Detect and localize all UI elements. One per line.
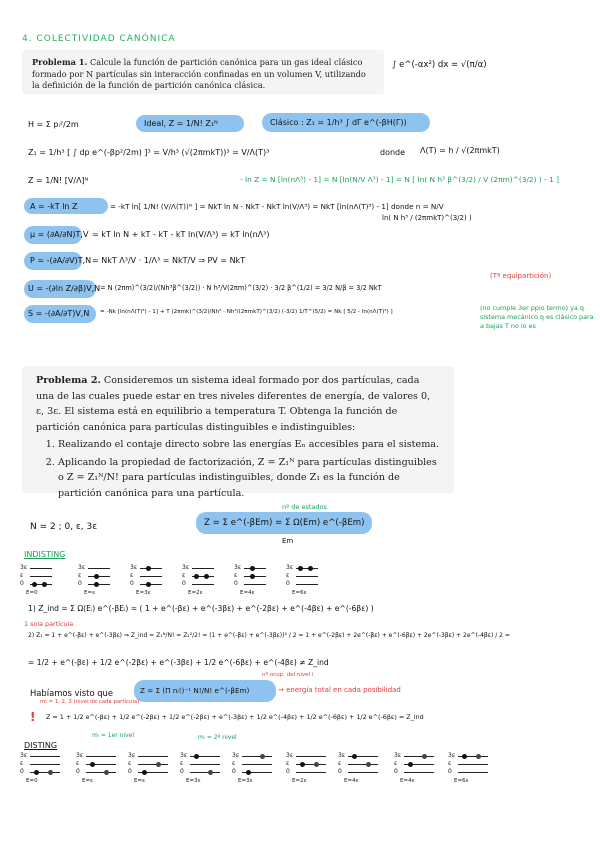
- level-caption: E=0: [26, 778, 38, 784]
- half-line: = 1/2 + e^(-βε) + 1/2 e^(-2βε) + e^(-3βε) + 1/2 e^(-6βε) + e^(-4βε) ≠ Z_ind: [28, 658, 329, 667]
- una-particula-note: 1 sola partícula: [24, 620, 74, 628]
- level-diagram: 3ε ε 0 E=6ε: [450, 754, 490, 788]
- level-caption: E=3ε: [186, 778, 201, 784]
- section-header: 4. COLECTIVIDAD CANÓNICA: [22, 34, 176, 44]
- clasico-pill: Clásico : Z₁ = 1/h³ ∫ dΓ e^(-βH(Γ)): [270, 118, 407, 127]
- problem-1-label: Problema 1.: [32, 57, 88, 67]
- level-caption: E=2ε: [188, 590, 203, 596]
- problem-1-box: [22, 50, 384, 94]
- problem-2-label: Problema 2.: [36, 375, 101, 386]
- level-diagram: 3ε ε 0 E=3ε: [132, 566, 162, 596]
- s-note: (no cumple 3er ppio termo) ya q sistema mecánico q es clásico para a bajas T no lo es: [480, 304, 594, 330]
- s-pill: S = -(∂A/∂T)V,N: [28, 309, 90, 318]
- dist-title: DISTING: [24, 741, 58, 750]
- problem-1-text: Calcule la función de partición canónica para un gas ideal clásico formado por N partículas sin interacción confinadas en un volumen V, utilizando la definición de la función de partición canónica clásica.: [32, 57, 366, 90]
- level-diagram: 3ε ε 0 E=4ε: [340, 754, 380, 788]
- level-diagram: 3ε ε 0 E=3ε: [182, 754, 222, 788]
- level-diagram: 3ε ε 0 E=0: [22, 566, 52, 596]
- level-diagram: 3ε ε 0 E=2ε: [184, 566, 214, 596]
- gaussian-integral: ∫ e^(-αx²) dx = √(π/α): [392, 60, 487, 70]
- u-pill: U = -(∂ln Z/∂β)V,N: [28, 284, 101, 293]
- z-pill-sub: Em: [282, 537, 294, 545]
- level-caption: E=ε: [84, 590, 96, 596]
- level-diagram: 3ε ε 0 E=ε: [80, 566, 110, 596]
- habiamos-label: Habíamos visto que: [30, 688, 114, 698]
- hab-sub-note: mi = 1, 2, 3 (nivel de cada partícula): [40, 699, 140, 705]
- n-line: N = 2 ; 0, ε, 3ε: [30, 522, 98, 532]
- problem-2-list: [36, 437, 440, 501]
- mi1-note: mᵢ = 1er nivel: [92, 732, 135, 739]
- level-caption: E=0: [26, 590, 38, 596]
- hab-arrow-note: → energía total en cada posibilidad: [278, 686, 401, 694]
- level-caption: E=6ε: [454, 778, 469, 784]
- a-line: = -kT ln[ 1/N! (V/Λ(T))ᴺ ] = NkT ln N - NkT - NkT ln(V/Λ³) = NkT [ln(nΛ(T)³) - 1] donde n = N/V: [110, 202, 444, 211]
- level-caption: E=4ε: [344, 778, 359, 784]
- a-extra: ln( N h³ / (2πmkT)^(3/2) ): [382, 214, 472, 222]
- problem-2-text: Consideremos un sistema ideal formado por dos partículas, cada una de las cuales puede estar en tres niveles diferentes de energía, de valores 0, ε, 3ε. El sistema está en equilibrio a temperatura T. Obtenga la función de partición canónica para partículas distinguibles e indistinguibles:: [36, 375, 431, 433]
- level-diagram: 3ε ε 0 E=2ε: [288, 754, 328, 788]
- hamiltonian: H = Σ pᵢ²/2m: [28, 120, 79, 129]
- p-pill: P = -(∂A/∂V)T,N: [30, 256, 92, 265]
- problem-2-box: [22, 366, 454, 499]
- z1-derivation: Z₁ = 1/h³ [ ∫ dp e^(-βp²/2m) ]³ = V/h³ (√(2πmkT))³ = V/Λ(T)³: [28, 148, 270, 157]
- level-caption: E=3ε: [238, 778, 253, 784]
- level-diagram: 3ε ε 0 E=3ε: [234, 754, 274, 788]
- level-caption: E=6ε: [292, 590, 307, 596]
- s-line: = -Nk [ln(nΛ(T)³) - 1] + T (2πmk)^(3/2)/Nh³ · Nh³/(2πmkT)^(3/2) (-3/2) 1/T^(5/2) = Nk [ 5/2 - ln(nΛ(T)³) ]: [100, 309, 393, 315]
- hab-pill: Z = Σ (Π nᵢ!)⁻¹ N!/N! e^(-βEm): [140, 686, 250, 695]
- ocup-note: nº ocup. del nivel i: [262, 672, 314, 678]
- exclamation-mark: !: [30, 710, 36, 724]
- level-caption: E=3ε: [136, 590, 151, 596]
- level-caption: E=4ε: [240, 590, 255, 596]
- u-line: = N (2πm)^(3/2)/(Nh³β^(3/2)) · N h³/V(2πm)^(3/2) · 3/2 β^(1/2) = 3/2 N/β = 3/2 NkT: [100, 284, 382, 292]
- mi2-note: mᵢ = 2º nivel: [198, 734, 237, 741]
- level-diagram: 3ε ε 0 E=0: [22, 754, 62, 788]
- problem-2-item: 1. Realizando el contaje directo sobre las energías Eₙ accesibles para el sistema.: [58, 437, 440, 453]
- level-caption: E=ε: [134, 778, 146, 784]
- problem-2-item: 2. Aplicando la propiedad de factorización, Z = Z₁ᴺ para partículas distinguibles o Z = Z₁ᴺ/N! para partículas indistinguibles, donde Z₁ es la función de partición canónica para una partícula.: [58, 455, 440, 502]
- level-caption: E=ε: [82, 778, 94, 784]
- z-pill: Z = Σ e^(-βEm) = Σ Ω(Em) e^(-βEm): [204, 518, 365, 528]
- level-diagram: 3ε ε 0 E=4ε: [396, 754, 436, 788]
- ideal-pill: Ideal, Z = 1/N! Z₁ᴺ: [144, 119, 218, 128]
- zind-line: 1) Z_ind = Σ Ω(Eᵢ) e^(-βEᵢ) = ( 1 + e^(-βε) + e^(-3βε) + e^(-2βε) + e^(-4βε) + e^(-6βε) ): [28, 604, 374, 613]
- lnz-green-note: - ln Z = N [ln(nΛ³) - 1] = N [ln(N/V Λ³) - 1] = N [ ln( N h³ β^(3/2) / V (2πm)^(3/2) ) - 1 ]: [240, 175, 560, 184]
- level-diagram: 3ε ε 0 E=ε: [78, 754, 118, 788]
- z-final-line: Z = 1 + 1/2 e^(-βε) + 1/2 e^(-2βε) + 1/2 e^(-2βε) + e^(-3βε) + 1/2 e^(-4βε) + 1/2 e^(-6βε) + 1/2 e^(-6βε) = Z_ind: [46, 713, 424, 721]
- level-diagram: 3ε ε 0 E=4ε: [236, 566, 266, 596]
- p-line: = NkT Λ³/V · 1/Λ³ = NkT/V ⇒ PV = NkT: [92, 256, 246, 265]
- indist-title: INDISTING: [24, 550, 66, 559]
- donde-label: donde: [380, 148, 406, 157]
- mu-line: = kT ln N + kT - kT - kT ln(V/Λ³) = kT ln(nΛ³): [92, 230, 270, 239]
- thermal-wavelength: Λ(T) = h / √(2πmkT): [420, 146, 500, 155]
- level-diagram: 3ε ε 0 E=6ε: [288, 566, 318, 596]
- u-note: (Tª equipartición): [490, 272, 552, 280]
- mu-pill: μ = (∂A/∂N)T,V: [30, 230, 89, 239]
- level-caption: E=2ε: [292, 778, 307, 784]
- z1-line: 2) Z₁ = 1 + e^(-βε) + e^(-3βε) ⇒ Z_ind = Z₁ᴺ/N! = Z₁²/2! = (1 + e^(-βε) + e^(-3βε))² / 2 = 1 + e^(-2βε) + 2e^(-βε) + e^(-6βε) + 2e^(-3βε) + 2e^(-4βε) / 2 =: [28, 632, 510, 639]
- a-pill: A = -kT ln Z: [30, 202, 78, 211]
- level-caption: E=4ε: [400, 778, 415, 784]
- z-pill-top: nº de estados: [282, 503, 327, 511]
- level-diagram: 3ε ε 0 E=ε: [130, 754, 170, 788]
- z-total: Z = 1/N! [V/Λ]ᴺ: [28, 176, 89, 185]
